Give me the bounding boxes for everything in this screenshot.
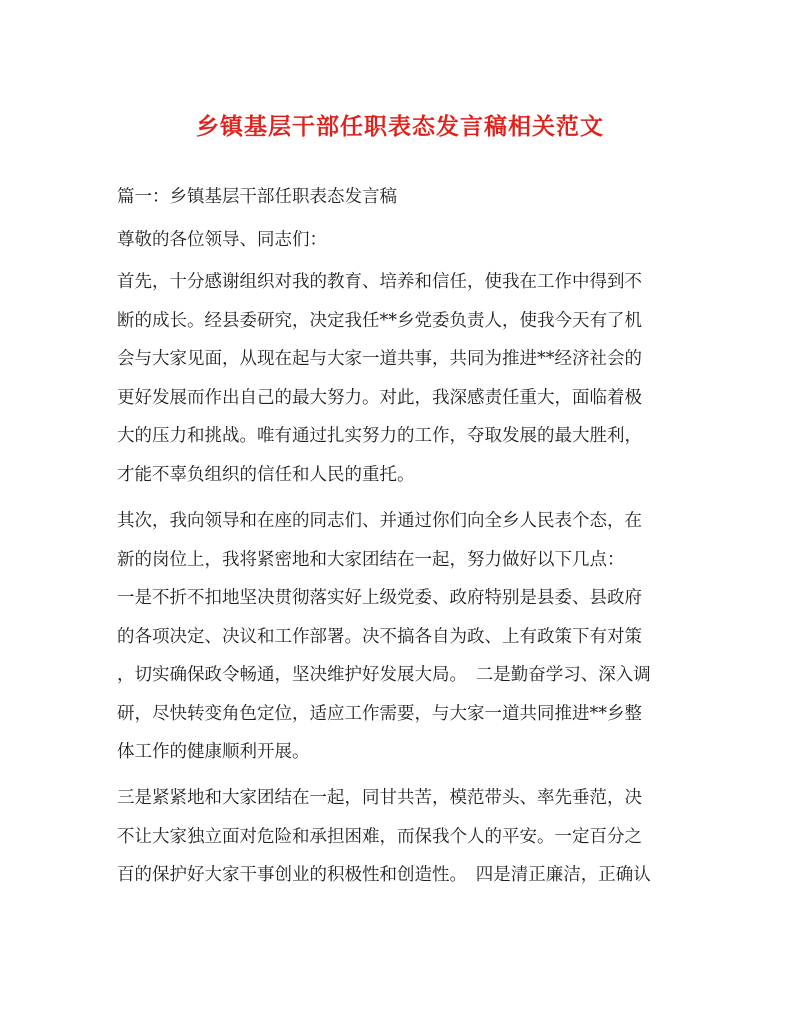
body-line: 的各项决定、决议和工作部署。决不搞各自为政、上有政策下有对策 — [117, 627, 642, 647]
body-line: 一是不折不扣地坚决贯彻落实好上级党委、政府特别是县委、县政府 — [117, 588, 642, 608]
body-line: 才能不辜负组织的信任和人民的重托。 — [117, 465, 415, 485]
body-line: 研，尽快转变角色定位，适应工作需要，与大家一道共同推进**乡整 — [117, 704, 642, 724]
body-line: 体工作的健康顺利开展。 — [117, 742, 310, 762]
document-title: 乡镇基层干部任职表态发言稿相关范文 — [196, 113, 604, 140]
body-line: 会与大家见面，从现在起与大家一道共事，共同为推进**经济社会的 — [117, 349, 642, 369]
body-line: 首先，十分感谢组织对我的教育、培养和信任，使我在工作中得到不 — [117, 272, 642, 292]
body-line: 百的保护好大家干事创业的积极性和创造性。 四是清正廉洁，正确认 — [117, 865, 651, 885]
body-line: 新的岗位上，我将紧密地和大家团结在一起，努力做好以下几点： — [117, 550, 625, 570]
section-heading: 篇一：乡镇基层干部任职表态发言稿 — [117, 187, 397, 207]
body-line: ，切实确保政令畅通，坚决维护好发展大局。 二是勤奋学习、深入调 — [117, 665, 651, 685]
body-line: 其次，我向领导和在座的同志们、并通过你们向全乡人民表个态，在 — [117, 511, 642, 531]
body-line: 更好发展而作出自己的最大努力。对此，我深感责任重大，面临着极 — [117, 388, 642, 408]
body-line: 断的成长。经县委研究，决定我任**乡党委负责人，使我今天有了机 — [117, 311, 642, 331]
body-line: 大的压力和挑战。唯有通过扎实努力的工作，夺取发展的最大胜利， — [117, 426, 642, 446]
body-line: 不让大家独立面对危险和承担困难，而保我个人的平安。一定百分之 — [117, 827, 642, 847]
salutation: 尊敬的各位领导、同志们： — [117, 230, 327, 250]
body-line: 三是紧紧地和大家团结在一起，同甘共苦，模范带头、率先垂范，决 — [117, 788, 642, 808]
